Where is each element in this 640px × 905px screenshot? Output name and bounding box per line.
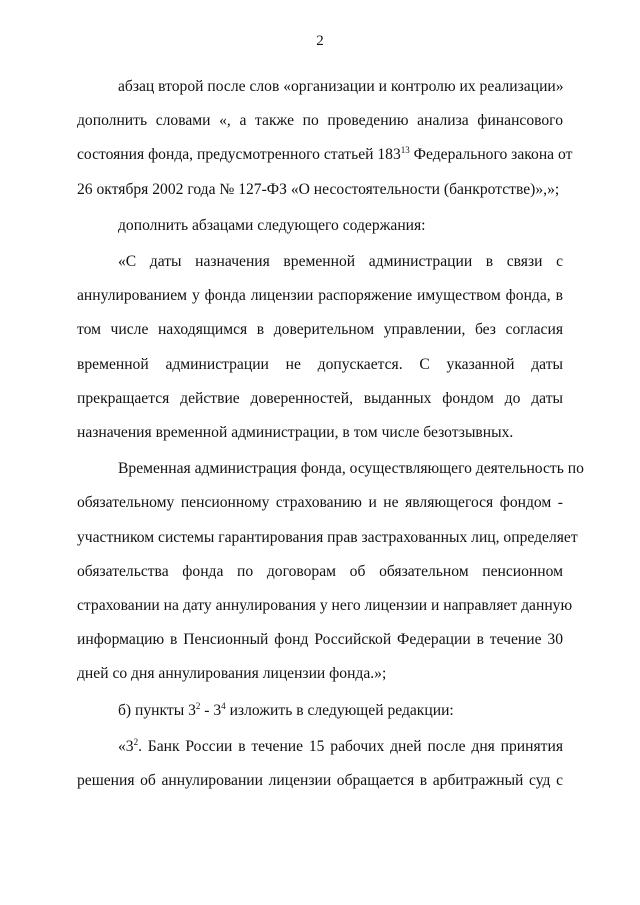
text-line: страховании на дату аннулирования у него лицензии и направляет данную xyxy=(77,597,573,615)
text-line xyxy=(77,138,573,172)
paragraph-item-b xyxy=(77,694,563,728)
text-line: том числе находящимся в доверительном управлении, без согласия xyxy=(77,321,563,339)
paragraph-amendment-second-abzac xyxy=(77,70,573,207)
text-line: 26 октября 2002 года № 127-ФЗ «О несостоятельности (банкротстве)»,»; xyxy=(77,180,560,198)
text-line: Временная администрация фонда, осуществляющего деятельность по xyxy=(118,460,584,478)
text-line: назначения временной администрации, в том числе безотзывных. xyxy=(77,424,514,442)
text-fragment: б) пункты 3 xyxy=(118,701,196,719)
text-line: временной администрации не допускается. С указанной даты xyxy=(77,355,563,373)
text-fragment: «3 xyxy=(118,737,134,755)
text-line: дополнить словами «, а также по проведению анализа финансового xyxy=(77,112,563,130)
text-line: обязательному пенсионному страхованию и не являющегося фондом - xyxy=(77,494,563,512)
superscript: 4 xyxy=(221,700,226,711)
text-line xyxy=(77,730,563,764)
text-line: обязательства фонда по договорам об обязательном пенсионном xyxy=(77,562,563,580)
paragraph-add-abzacs xyxy=(77,209,563,243)
text-line: участником системы гарантирования прав застрахованных лиц, определяет xyxy=(77,528,578,546)
text-line: дней со дня аннулирования лицензии фонда.»; xyxy=(77,665,387,683)
text-fragment: изложить в следующей редакции: xyxy=(225,701,454,719)
paragraph-temporary-administration-obligations xyxy=(77,452,584,691)
text-fragment: - 3 xyxy=(200,701,222,719)
superscript: 2 xyxy=(133,736,139,747)
text-fragment: . Банк России в течение 15 рабочих дней после дня принятия xyxy=(138,737,563,755)
text-line: аннулированием у фонда лицензии распоряжение имуществом фонда, в xyxy=(77,287,563,305)
text-line: «С даты назначения временной администрации в связи с xyxy=(118,253,563,271)
paragraph-temporary-administration-date xyxy=(77,245,563,450)
text-fragment: Федерального закона от xyxy=(409,146,573,164)
text-line: абзац второй после слов «организации и контролю их реализации» xyxy=(118,78,564,95)
text-line: информацию в Пенсионный фонд Российской Федерации в течение 30 xyxy=(77,631,563,649)
document-body xyxy=(77,70,584,798)
paragraph-point-3-2 xyxy=(77,730,563,798)
superscript: 13 xyxy=(400,145,410,156)
text-line: решения об аннулировании лицензии обращается в арбитражный суд с xyxy=(77,772,563,790)
text-line: прекращается действие доверенностей, выданных фондом до даты xyxy=(77,389,563,407)
superscript: 2 xyxy=(195,700,201,711)
text-line: дополнить абзацами следующего содержания: xyxy=(118,216,426,234)
text-fragment: состояния фонда, предусмотренного статьей 183 xyxy=(77,146,401,164)
page-number: 2 xyxy=(316,33,324,49)
text-line xyxy=(77,694,563,728)
